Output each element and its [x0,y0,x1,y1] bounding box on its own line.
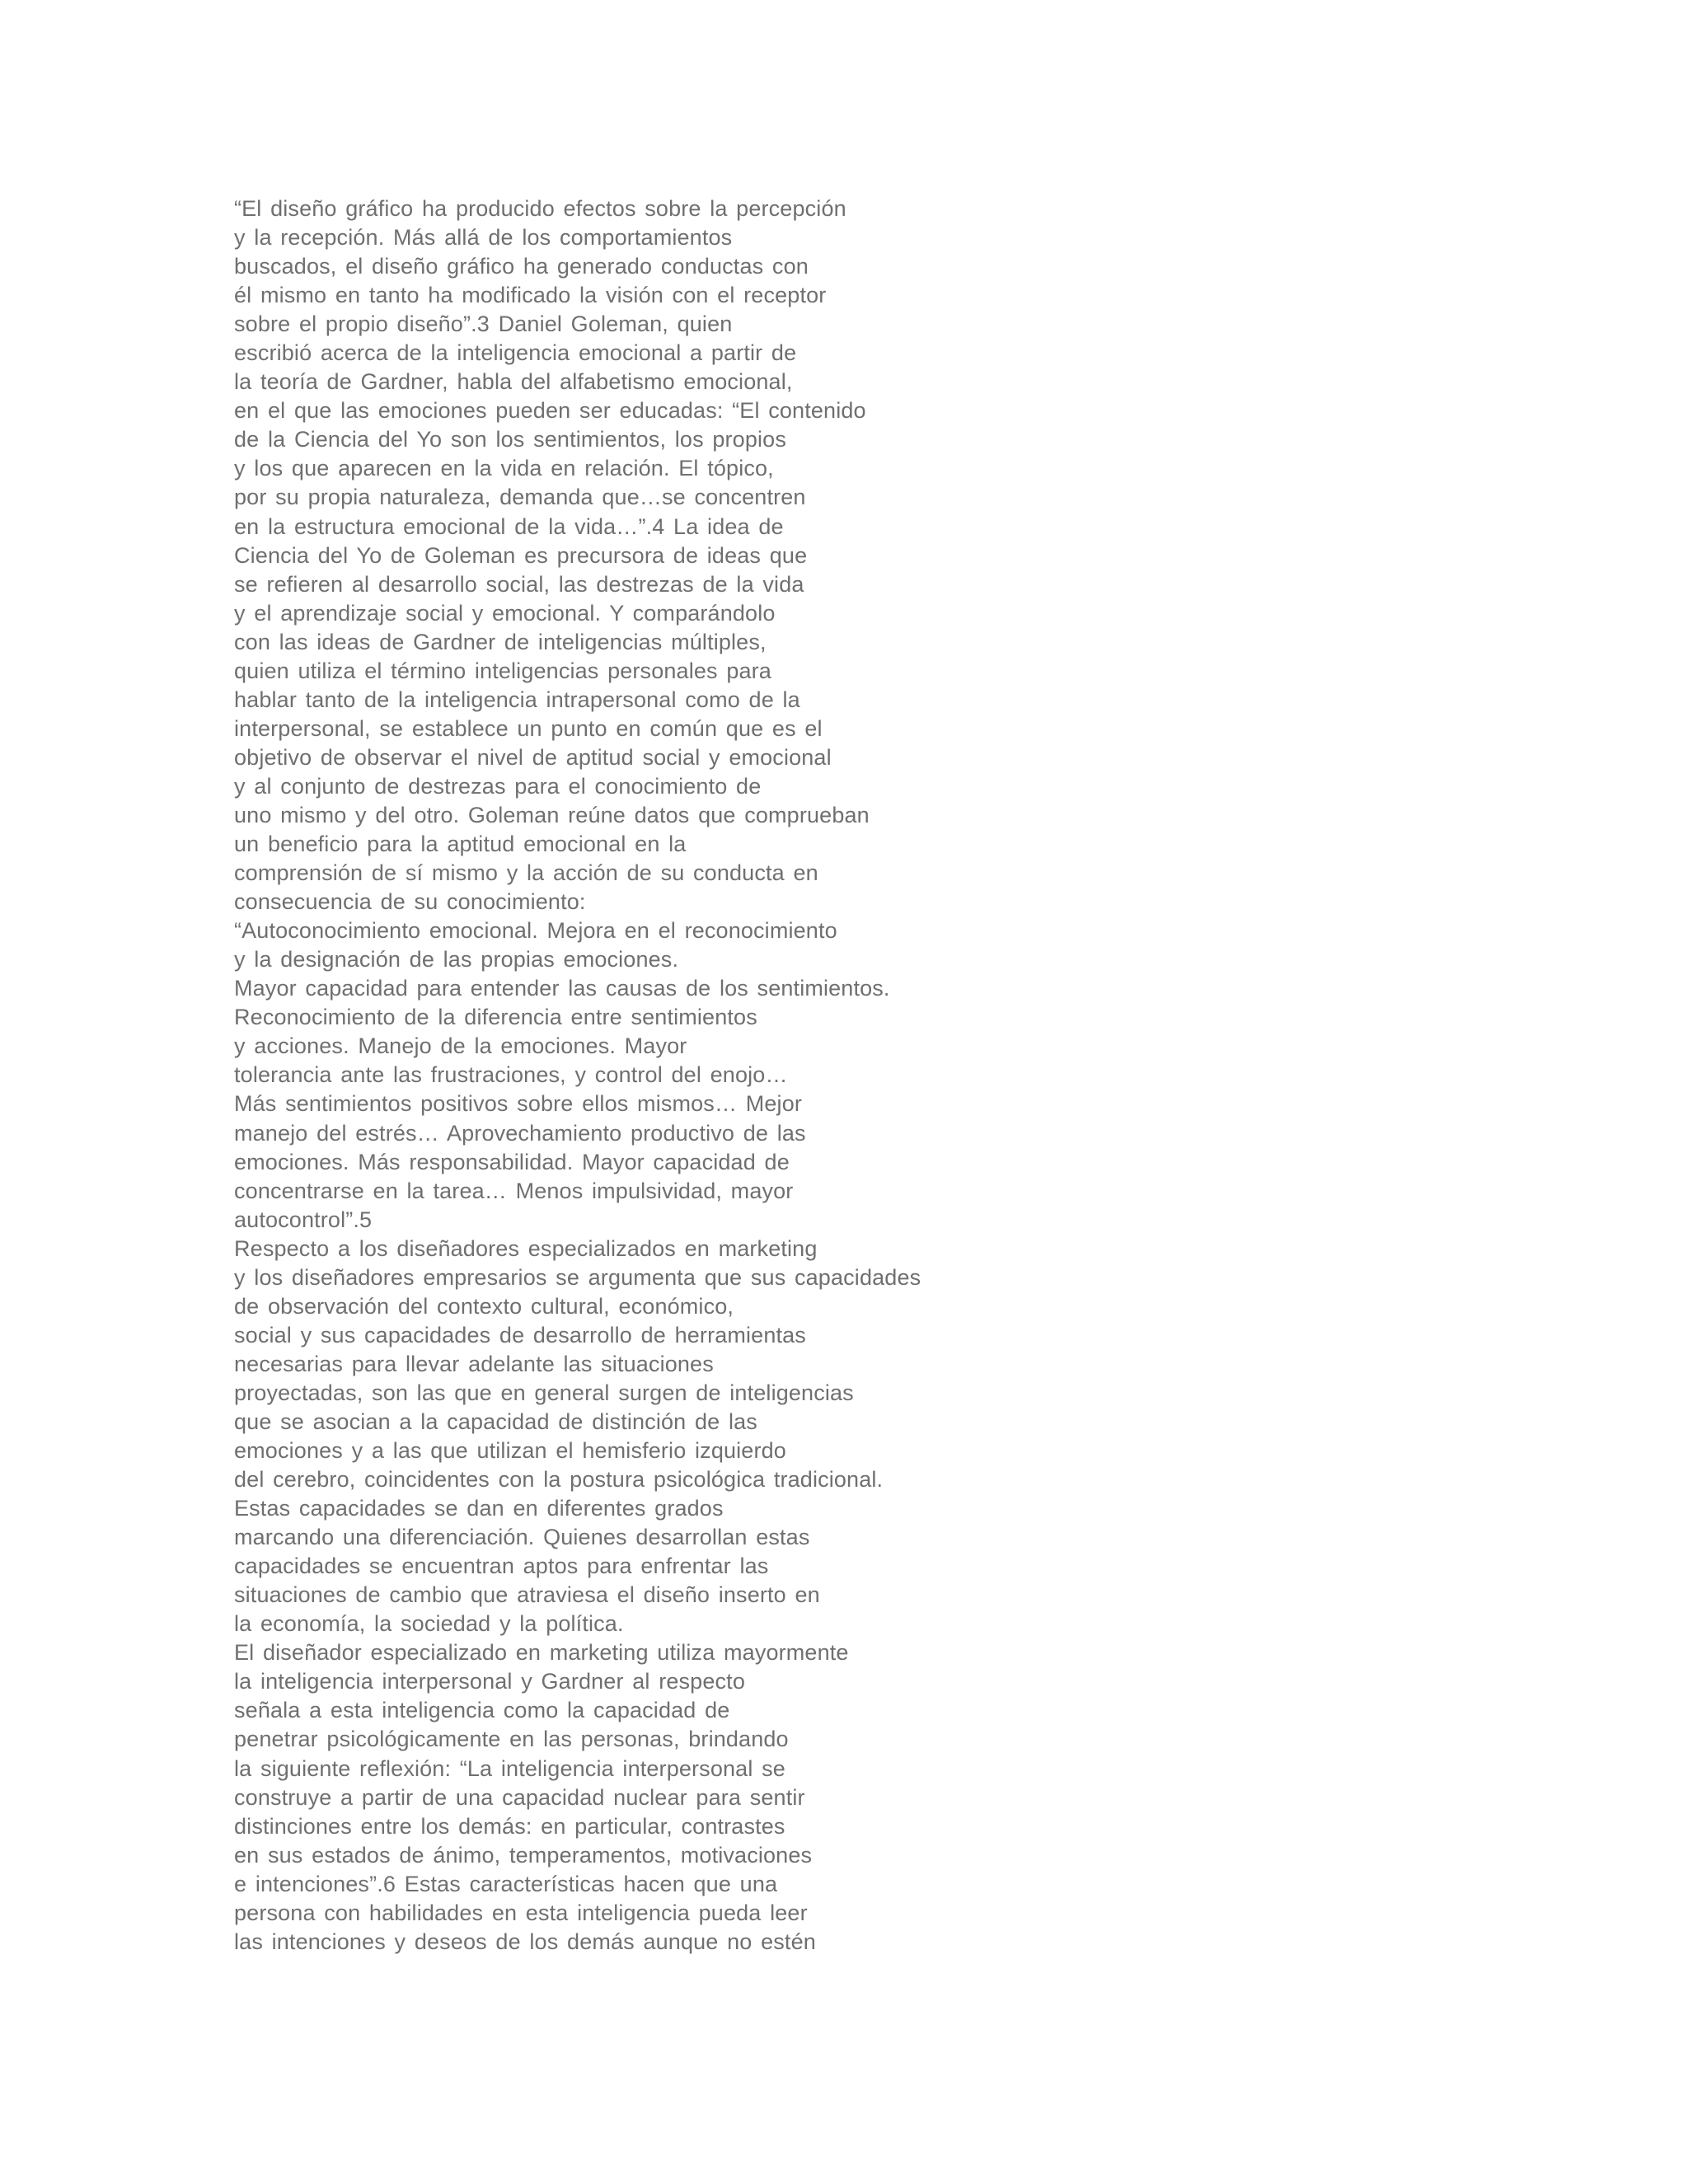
text-line: sobre el propio diseño”.3 Daniel Goleman, quien [234,312,733,337]
text-line: quien utiliza el término inteligencias personales para [234,658,771,683]
text-line: interpersonal, se establece un punto en común que es el [234,715,823,741]
text-line: uno mismo y del otro. Goleman reúne datos que comprueban [234,802,870,827]
text-line: Reconocimiento de la diferencia entre sentimientos [234,1005,757,1030]
text-line: y los que aparecen en la vida en relación. El tópico, [234,456,774,481]
text-line: objetivo de observar el nivel de aptitud social y emocional [234,744,832,770]
text-line: la teoría de Gardner, habla del alfabetismo emocional, [234,369,793,395]
text-line: por su propia naturaleza, demanda que…se concentren [234,485,806,510]
text-line: penetrar psicológicamente en las personas, brindando [234,1727,789,1752]
text-line: capacidades se encuentran aptos para enfrentar las [234,1554,769,1579]
text-line: las intenciones y deseos de los demás aunque no estén [234,1929,816,1954]
text-line: y el aprendizaje social y emocional. Y comparándolo [234,600,776,626]
text-line: Respecto a los diseñadores especializados en marketing [234,1235,818,1261]
text-line: proyectadas, son las que en general surgen de inteligencias [234,1380,854,1405]
text-line: en el que las emociones pueden ser educadas: “El contenido [234,398,866,424]
text-line: Ciencia del Yo de Goleman es precursora de ideas que [234,542,808,568]
text-line: la siguiente reflexión: “La inteligencia interpersonal se [234,1755,785,1781]
text-line: hablar tanto de la inteligencia intrapersonal como de la [234,687,800,712]
text-line: comprensión de sí mismo y la acción de su conducta en [234,860,818,886]
text-line: él mismo en tanto ha modificado la visión con el receptor [234,283,827,308]
text-line: de observación del contexto cultural, económico, [234,1293,734,1319]
text-line: marcando una diferenciación. Quienes desarrollan estas [234,1525,810,1550]
text-line: consecuencia de su conocimiento: [234,889,586,915]
text-line: situaciones de cambio que atraviesa el diseño inserto en [234,1582,820,1608]
text-line: y la recepción. Más allá de los comportamientos [234,225,733,251]
text-line: emociones y a las que utilizan el hemisferio izquierdo [234,1438,786,1464]
text-line: y al conjunto de destrezas para el conocimiento de [234,773,762,799]
text-line: persona con habilidades en esta inteligencia pueda leer [234,1900,808,1925]
text-line: con las ideas de Gardner de inteligencias múltiples, [234,629,767,654]
text-line: en sus estados de ánimo, temperamentos, motivaciones [234,1842,813,1868]
text-line: concentrarse en la tarea… Menos impulsividad, mayor [234,1178,794,1203]
text-line: un beneficio para la aptitud emocional en la [234,832,687,857]
text-line: se refieren al desarrollo social, las destrezas de la vida [234,571,804,597]
text-line: y acciones. Manejo de la emociones. Mayor [234,1033,687,1059]
text-line: la economía, la sociedad y la política. [234,1611,624,1637]
text-line: tolerancia ante las frustraciones, y control del enojo… [234,1062,788,1088]
text-line: señala a esta inteligencia como la capacidad de [234,1698,730,1723]
text-line: en la estructura emocional de la vida…”.4 La idea de [234,513,784,539]
text-line: escribió acerca de la inteligencia emocional a partir de [234,340,797,366]
text-line: El diseñador especializado en marketing utiliza mayormente [234,1640,849,1666]
text-line: necesarias para llevar adelante las situaciones [234,1351,714,1376]
text-line: social y sus capacidades de desarrollo de herramientas [234,1322,806,1347]
text-line: “El diseño gráfico ha producido efectos sobre la percepción [234,196,846,221]
text-line: Más sentimientos positivos sobre ellos mismos… Mejor [234,1091,803,1117]
text-line: que se asocian a la capacidad de distinción de las [234,1408,757,1434]
body-text [234,194,1470,1957]
text-line: del cerebro, coincidentes con la postura psicológica tradicional. [234,1467,884,1493]
text-line: Estas capacidades se dan en diferentes grados [234,1496,724,1521]
text-line: y la designación de las propias emociones. [234,947,679,972]
text-line: de la Ciencia del Yo son los sentimientos, los propios [234,427,786,452]
text-line: manejo del estrés… Aprovechamiento productivo de las [234,1120,806,1146]
text-line: Mayor capacidad para entender las causas de los sentimientos. [234,976,890,1001]
text-line: e intenciones”.6 Estas características hacen que una [234,1871,778,1896]
text-line: buscados, el diseño gráfico ha generado conductas con [234,254,809,279]
text-line: “Autoconocimiento emocional. Mejora en el reconocimiento [234,918,837,944]
text-line: autocontrol”.5 [234,1207,373,1232]
text-line: distinciones entre los demás: en particular, contrastes [234,1813,785,1839]
text-line: la inteligencia interpersonal y Gardner al respecto [234,1669,745,1694]
text-line: construye a partir de una capacidad nuclear para sentir [234,1784,805,1810]
text-line: emociones. Más responsabilidad. Mayor capacidad de [234,1149,790,1174]
text-line: y los diseñadores empresarios se argumenta que sus capacidades [234,1264,921,1290]
